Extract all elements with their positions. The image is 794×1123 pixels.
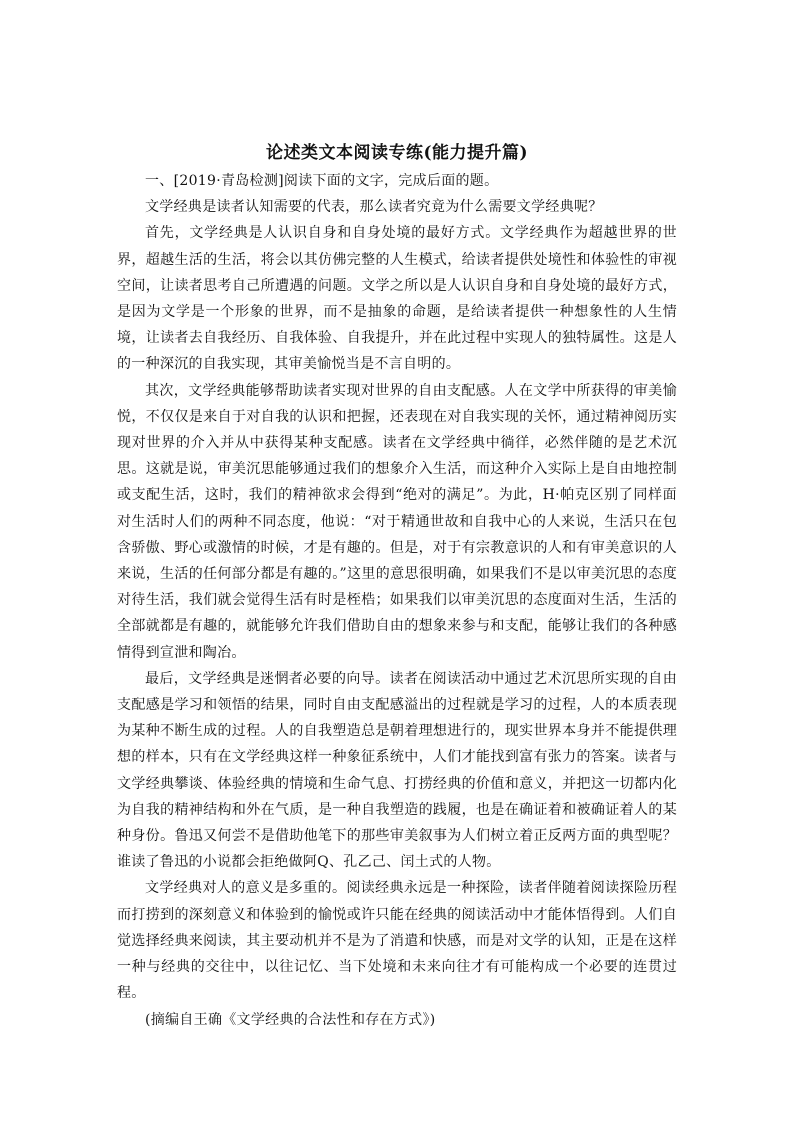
paragraph-conclusion: 文学经典对人的意义是多重的。阅读经典永远是一种探险，读者伴随着阅读探险历程而打捞到的深刻意义和体验到的愉悦或许只能在经典的阅读活动中才能体悟得到。人们自觉选择经典来阅读，其主要动机并不是为了消遣和快感，而是对文学的认知，正是在这样一种与经典的交往中，以往记忆、当下处境和未来向往才有可能构成一个必要的连贯过程。 <box>117 880 677 1002</box>
question-intro: 一、[2019·青岛检测]阅读下面的文字，完成后面的题。 <box>145 173 499 189</box>
paragraph-first-point: 首先，文学经典是人认识自身和自身处境的最好方式。文学经典作为超越世界的世界，超越生活的生活，将会以其仿佛完整的人生模式，给读者提供处境性和体验性的审视空间，让读者思考自己所遭遇的问题。文学之所以是人认识自身和自身处境的最好方式，是因为文学是一个形象的世界，而不是抽象的命题，是给读者提供一种想象性的人生情境，让读者去自我经历、自我体验、自我提升，并在此过程中实现人的独特属性。这是人的一种深沉的自我实现，其审美愉悦当是不言自明的。 <box>117 225 677 373</box>
paragraph-opening-question: 文学经典是读者认知需要的代表，那么读者究竟为什么需要文学经典呢？ <box>145 199 603 216</box>
paragraph-second-point: 其次，文学经典能够帮助读者实现对世界的自由支配感。人在文学中所获得的审美愉悦，不仅仅是来自于对自我的认识和把握，还表现在对自我实现的关怀，通过精神阅历实现对世界的介入并从中获得某种支配感。读者在文学经典中徜徉，必然伴随的是艺术沉思。这就是说，审美沉思能够通过我们的想象介入生活，而这种介入实际上是自由地控制或支配生活，这时，我们的精神欲求会得到“绝对的满足”。为此，H·帕克区别了同样面对生活时人们的两种不同态度，他说：“对于精通世故和自我中心的人来说，生活只在包含骄傲、野心或激情的时候，才是有趣的。但是，对于有宗教意识的人和有审美意识的人来说，生活的任何部分都是有趣的。”这里的意思很明确，如果我们不是以审美沉思的态度对待生活，我们就会觉得生活有时是桎梏；如果我们以审美沉思的态度面对生活，生活的全部就都是有趣的，就能够允许我们借助自由的想象来参与和支配，能够让我们的各种感情得到宣泄和陶冶。 <box>117 382 677 661</box>
paragraph-third-point: 最后，文学经典是迷惘者必要的向导。读者在阅读活动中通过艺术沉思所实现的自由支配感是学习和领悟的结果，同时自由支配感溢出的过程就是学习的过程，人的本质表现为某种不断生成的过程。人的自我塑造总是朝着理想进行的，现实世界本身并不能提供理想的样本，只有在文学经典这样一种象征系统中，人们才能找到富有张力的答案。读者与文学经典攀谈、体验经典的情境和生命气息、打捞经典的价值和意义，并把这一切都内化为自我的精神结构和外在气质，是一种自我塑造的践履，也是在确证着和被确证着人的某种身份。鲁迅又何尝不是借助他笔下的那些审美叙事为人们树立着正反两方面的典型呢？谁读了鲁迅的小说都会拒绝做阿Q、孔乙己、闰土式的人物。 <box>117 670 677 871</box>
source-citation: (摘编自王确《文学经典的合法性和存在方式》) <box>145 1011 436 1028</box>
document-title: 论述类文本阅读专练(能力提升篇) <box>265 143 529 163</box>
document-body <box>117 168 677 1033</box>
